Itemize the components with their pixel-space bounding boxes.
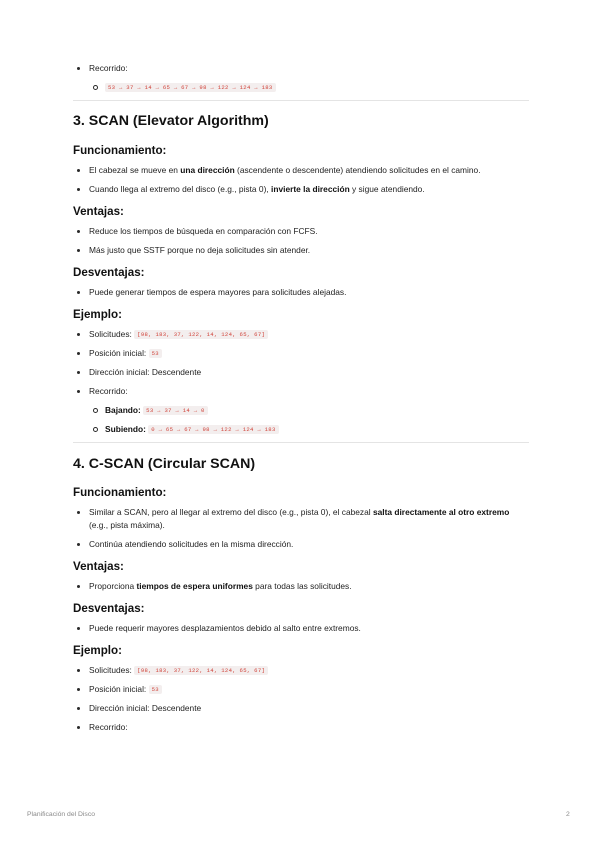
text: Proporciona [89,581,137,591]
bold-text: salta directamente al otro extremo [372,507,510,517]
label: Solicitudes: [89,665,135,675]
list-item [73,664,529,677]
heading-funcionamiento: Funcionamiento: [73,486,167,499]
bajando-code: 53 → 37 → 14 → 0 [143,406,208,415]
bold-text: tiempos de espera uniformes [136,581,253,591]
list-item [73,347,529,360]
top-list [73,62,529,94]
bold-text: Subiendo: [105,424,146,434]
solicitudes-code: [98, 183, 37, 122, 14, 124, 65, 67] [134,666,268,675]
list-item: Más justo que SSTF porque no deja solicitudes sin atender. [73,244,529,257]
funcionamiento-list [73,164,529,196]
sub-list [89,404,529,436]
desventajas-list [73,622,529,635]
list-item [73,164,529,177]
section-title-cscan: 4. C-SCAN (Circular SCAN) [73,456,256,472]
heading-funcionamiento: Funcionamiento: [73,144,167,157]
text: (e.g., pista máxima). [89,520,165,530]
bold-text: una dirección [180,165,235,175]
section-divider [73,442,529,443]
label: Posición inicial: [89,684,149,694]
footer-title: Planificación del Disco [27,811,96,818]
section-title-scan: 3. SCAN (Elevator Algorithm) [73,113,269,129]
desventajas-list [73,286,529,299]
list-item: Puede generar tiempos de espera mayores para solicitudes alejadas. [73,286,529,299]
ejemplo-list [73,664,529,734]
label: Recorrido: [89,386,128,396]
sub-list [89,81,529,94]
list-item: Dirección inicial: Descendente [73,702,529,715]
posicion-code: 53 [149,349,162,358]
list-item [73,385,529,436]
label: Posición inicial: [89,348,149,358]
heading-desventajas: Desventajas: [73,266,145,279]
bold-text: invierte la dirección [271,184,350,194]
solicitudes-code: [98, 183, 37, 122, 14, 124, 65, 67] [134,330,268,339]
ejemplo-list [73,328,529,436]
list-item: Puede requerir mayores desplazamientos debido al salto entre extremos. [73,622,529,635]
text: (ascendente o descendente) atendiendo solicitudes en el camino. [234,165,481,175]
label: Solicitudes: [89,329,135,339]
text: para todas las solicitudes. [252,581,352,591]
heading-ventajas: Ventajas: [73,560,124,573]
list-item: Dirección inicial: Descendente [73,366,529,379]
section-divider [73,100,529,101]
recorrido-label: Recorrido: [89,63,128,73]
list-item [89,404,529,417]
bold-text: Bajando: [105,405,141,415]
list-item [89,81,529,94]
list-item [73,580,529,593]
list-item: Recorrido: [73,721,529,734]
heading-ventajas: Ventajas: [73,205,124,218]
funcionamiento-list [73,506,529,551]
list-item [73,183,529,196]
list-item [73,328,529,341]
footer-page-number: 2 [566,811,570,818]
list-item [73,506,529,532]
ventajas-list [73,580,529,593]
text: y sigue atendiendo. [349,184,425,194]
subiendo-code: 0 → 65 → 67 → 98 → 122 → 124 → 183 [148,425,278,434]
text: El cabezal se mueve en [89,165,181,175]
list-item [73,62,529,94]
text: Similar a SCAN, pero al llegar al extremo del disco (e.g., pista 0), el cabezal [89,507,373,517]
heading-ejemplo: Ejemplo: [73,308,122,321]
document-page [73,62,529,740]
ventajas-list [73,225,529,257]
list-item [73,683,529,696]
posicion-code: 53 [149,685,162,694]
text: Cuando llega al extremo del disco (e.g., pista 0), [89,184,272,194]
heading-ejemplo: Ejemplo: [73,644,122,657]
recorrido-code: 53 → 37 → 14 → 65 → 67 → 98 → 122 → 124 → 183 [105,83,276,92]
list-item: Continúa atendiendo solicitudes en la misma dirección. [73,538,529,551]
list-item [89,423,529,436]
list-item: Reduce los tiempos de búsqueda en comparación con FCFS. [73,225,529,238]
heading-desventajas: Desventajas: [73,602,145,615]
